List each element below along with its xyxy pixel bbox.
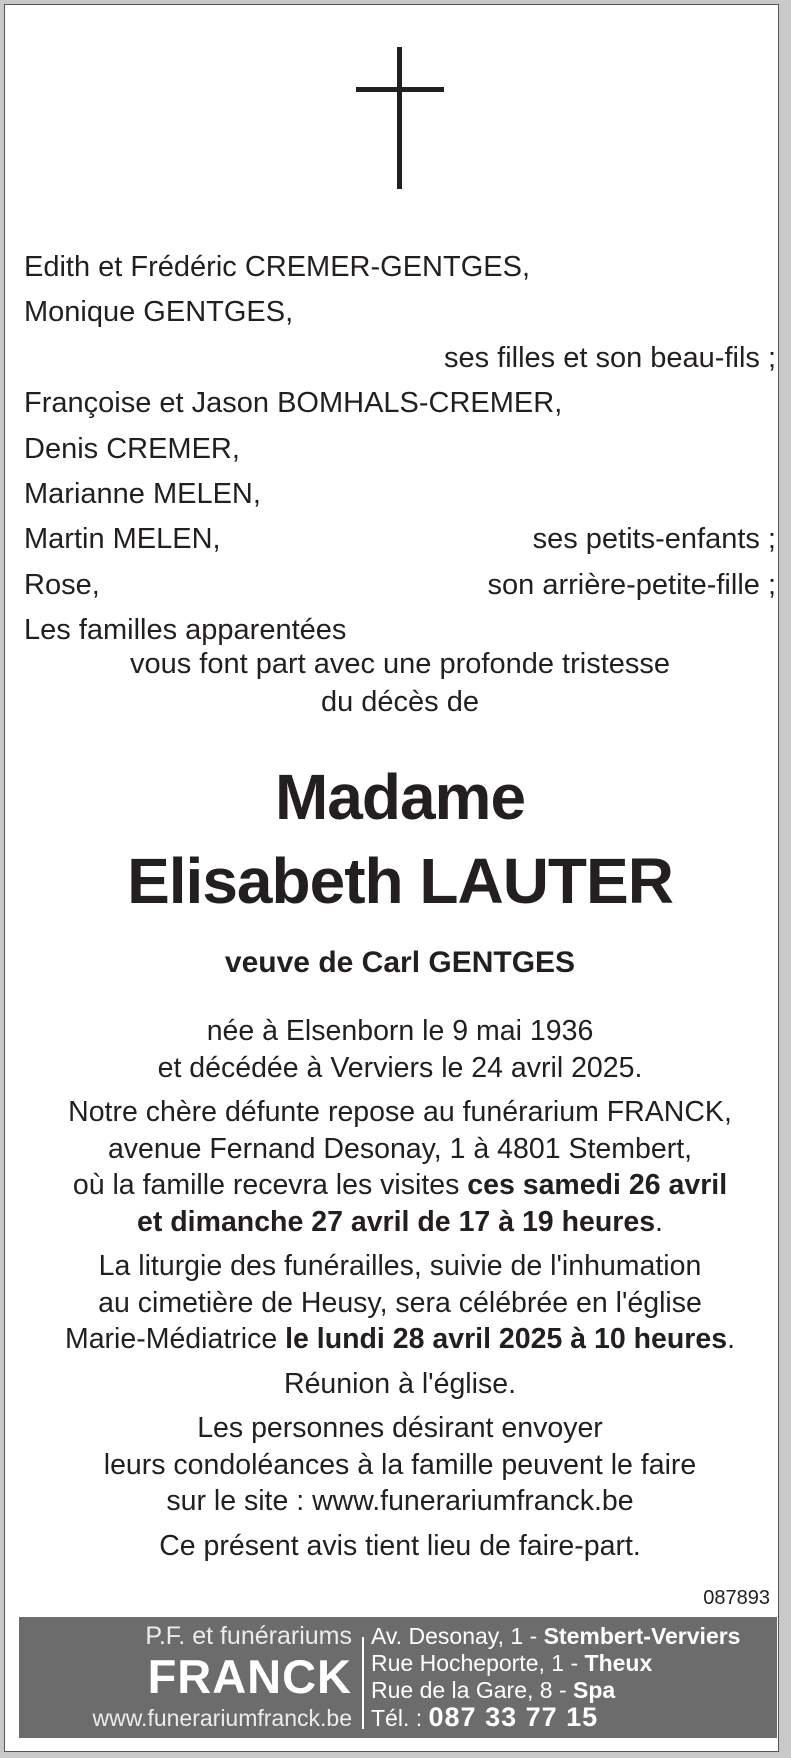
reunion-text: Réunion à l'église. xyxy=(283,1367,516,1400)
footer-divider xyxy=(362,1637,364,1729)
family-line: Rose, son arrière-petite-fille ; xyxy=(24,568,776,601)
intro-text: vous font part avec une profonde tristesse du décès de xyxy=(129,648,671,718)
phone-number[interactable]: 087 33 77 15 xyxy=(428,1702,599,1732)
funeral-home-name: FRANCK xyxy=(147,1650,352,1703)
address-line: Rue de la Gare, 8 - Spa xyxy=(371,1677,616,1703)
family-list xyxy=(24,245,776,654)
pf-label: P.F. et funérariums xyxy=(145,1622,352,1650)
family-line: Edith et Frédéric CREMER-GENTGES, xyxy=(24,251,530,283)
repose-paragraph: Notre chère défunte repose au funérarium FRANCK, avenue Fernand Desonay, 1 à 4801 Stembert, où la famille recevra les visites ces samedi 26 avril et dimanche 27 avril de 17 à 19 heures. xyxy=(68,1096,732,1238)
addresses xyxy=(371,1623,740,1732)
family-line: Martin MELEN, ses petits-enfants ; xyxy=(24,523,776,556)
funeral-home-brand xyxy=(19,1617,357,1738)
family-line: Françoise et Jason BOMHALS-CREMER, xyxy=(24,387,563,420)
phone-line: Tél. : 087 33 77 15 xyxy=(371,1702,599,1732)
family-line: Monique GENTGES, xyxy=(24,296,294,329)
liturgy-paragraph: La liturgie des funérailles, suivie de l'inhumation au cimetière de Heusy, sera célébrée en l'église Marie-Médiatrice le lundi 28 avril 2025 à 10 heures. xyxy=(64,1250,736,1355)
family-line: Denis CREMER, xyxy=(24,432,240,465)
birth-death-dates: née à Elsenborn le 9 mai 1936 et décédée à Verviers le 24 avril 2025. xyxy=(157,1015,643,1084)
deceased-name: Elisabeth LAUTER xyxy=(127,845,673,917)
address-line: Rue Hocheporte, 1 - Theux xyxy=(371,1650,653,1676)
widow-of: veuve de Carl GENTGES xyxy=(224,946,576,979)
obituary-notice xyxy=(4,4,779,1752)
website-link[interactable]: www.funerariumfranck.be xyxy=(92,1705,352,1731)
deceased-heading xyxy=(15,755,785,923)
condolences-paragraph: Les personnes désirant envoyer leurs condoléances à la famille peuvent le faire sur le site : www.funerariumfranck.be xyxy=(103,1412,697,1517)
family-line: Marianne MELEN, xyxy=(24,477,261,510)
details-block xyxy=(15,1013,785,1572)
cross-icon xyxy=(356,47,444,189)
address-line: Av. Desonay, 1 - Stembert-Verviers xyxy=(371,1623,741,1649)
family-line: Les familles apparentées xyxy=(24,614,347,647)
deceased-title: Madame xyxy=(274,761,526,833)
notice-text: Ce présent avis tient lieu de faire-part. xyxy=(159,1529,641,1562)
funeral-home-footer xyxy=(19,1617,777,1738)
family-line: ses filles et son beau-fils ; xyxy=(443,341,776,374)
reference-number: 087893 xyxy=(703,1587,770,1609)
